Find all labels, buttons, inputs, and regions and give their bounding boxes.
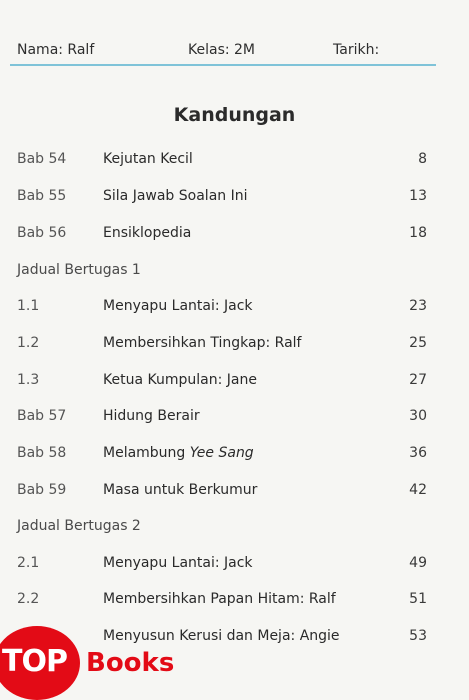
toc-entry-title-prefix: Melambung <box>103 445 190 461</box>
topbooks-watermark-logo <box>0 620 200 700</box>
toc-entry <box>0 188 469 210</box>
toc-entry-page: 8 <box>418 151 427 167</box>
worksheet-header <box>0 0 469 70</box>
date-field: Tarikh: <box>333 42 380 58</box>
toc-entry-number: 2.2 <box>17 591 40 607</box>
toc-entry-title: Menyusun Kerusi dan Meja: Angie <box>103 628 340 644</box>
toc-entry-title <box>103 445 254 461</box>
toc-entry-title: Menyapu Lantai: Jack <box>103 298 253 314</box>
toc-entry-title: Membersihkan Tingkap: Ralf <box>103 335 302 351</box>
toc-entry <box>0 335 469 357</box>
toc-entry <box>0 372 469 394</box>
toc-entry <box>0 445 469 467</box>
toc-entry-page: 30 <box>409 408 427 424</box>
toc-entry-number: Bab 58 <box>17 445 67 461</box>
toc-entry <box>0 555 469 577</box>
toc-entry-page: 18 <box>409 225 427 241</box>
toc-entry-title: Ketua Kumpulan: Jane <box>103 372 257 388</box>
toc-entry <box>0 151 469 173</box>
toc-entry-number: Bab 54 <box>17 151 67 167</box>
toc-section-heading: Jadual Bertugas 2 <box>17 518 141 534</box>
toc-entry-title-italic: Yee Sang <box>189 445 254 461</box>
toc-entry-title: Sila Jawab Soalan Ini <box>103 188 248 204</box>
toc-entry-number: Bab 55 <box>17 188 67 204</box>
toc-entry-title: Ensiklopedia <box>103 225 192 241</box>
toc-entry-title: Hidung Berair <box>103 408 200 424</box>
toc-section-heading: Jadual Bertugas 1 <box>17 262 141 278</box>
toc-entry-page: 51 <box>409 591 427 607</box>
toc-entry-title: Menyapu Lantai: Jack <box>103 555 253 571</box>
toc-entry-number: 1.2 <box>17 335 40 351</box>
toc-entry-page: 27 <box>409 372 427 388</box>
page-title: Kandungan <box>173 104 296 126</box>
toc-entry-number: 2.1 <box>17 555 40 571</box>
toc-entry <box>0 225 469 247</box>
toc-entry-page: 42 <box>409 482 427 498</box>
toc-entry-title: Masa untuk Berkumur <box>103 482 258 498</box>
toc-entry-page: 25 <box>409 335 427 351</box>
logo-text-books: Books <box>86 648 175 678</box>
toc-entry-title: Membersihkan Papan Hitam: Ralf <box>103 591 336 607</box>
toc-entry-number: 1.3 <box>17 372 40 388</box>
toc-entry-title: Kejutan Kecil <box>103 151 193 167</box>
toc-entry-number: Bab 59 <box>17 482 67 498</box>
toc-entry <box>0 591 469 613</box>
toc-entry-page: 23 <box>409 298 427 314</box>
toc-entry-number: 1.1 <box>17 298 40 314</box>
logo-text-top: TOP <box>2 644 67 679</box>
toc-entry <box>0 408 469 430</box>
toc-entry-page: 49 <box>409 555 427 571</box>
toc-entry-page: 13 <box>409 188 427 204</box>
name-field: Nama: Ralf <box>17 42 95 58</box>
class-field: Kelas: 2M <box>188 42 256 58</box>
header-divider <box>10 64 436 66</box>
toc-entry-page: 36 <box>409 445 427 461</box>
toc-entry <box>0 298 469 320</box>
toc-entry <box>0 482 469 504</box>
toc-entry-number: Bab 57 <box>17 408 67 424</box>
toc-entry-number: Bab 56 <box>17 225 67 241</box>
toc-entry-page: 53 <box>409 628 427 644</box>
